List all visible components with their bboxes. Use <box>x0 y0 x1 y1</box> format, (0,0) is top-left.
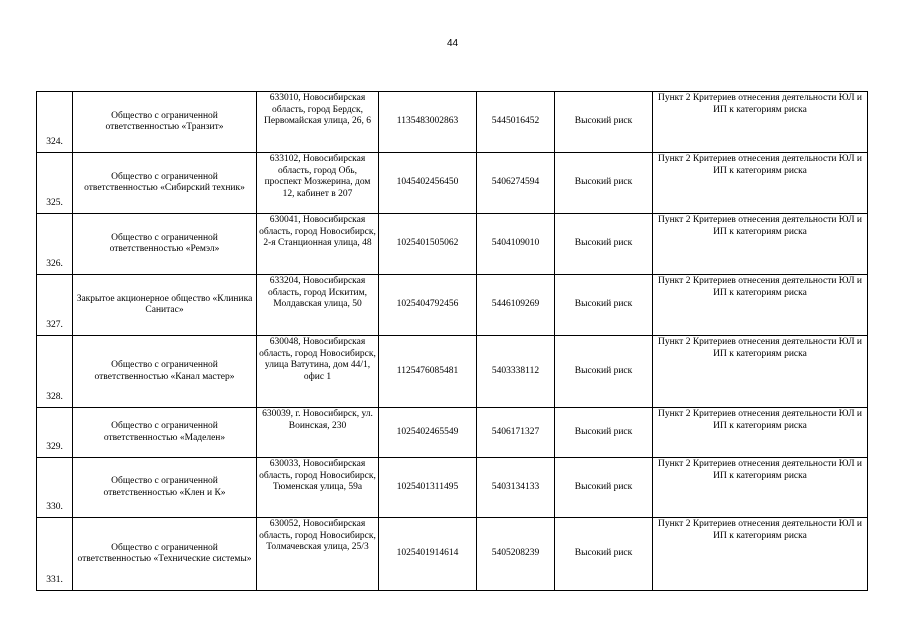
criterion-text: Пункт 2 Критериев отнесения деятельности ЮЛ и ИП к категориям риска <box>653 518 868 591</box>
inn-value: 5406274594 <box>477 153 555 214</box>
risk-category: Высокий риск <box>555 458 653 518</box>
criterion-text: Пункт 2 Критериев отнесения деятельности ЮЛ и ИП к категориям риска <box>653 458 868 518</box>
risk-category: Высокий риск <box>555 408 653 458</box>
row-number: 330. <box>37 458 73 518</box>
risk-category: Высокий риск <box>555 275 653 336</box>
row-number: 329. <box>37 408 73 458</box>
row-number: 325. <box>37 153 73 214</box>
organization-name: Общество с ограниченной ответственностью «Клен и К» <box>73 458 257 518</box>
ogrn-value: 1025401914614 <box>379 518 477 591</box>
inn-value: 5403134133 <box>477 458 555 518</box>
ogrn-value: 1025401311495 <box>379 458 477 518</box>
criterion-text: Пункт 2 Критериев отнесения деятельности ЮЛ и ИП к категориям риска <box>653 275 868 336</box>
table-row <box>37 153 868 214</box>
risk-category: Высокий риск <box>555 153 653 214</box>
organization-name: Общество с ограниченной ответственностью «Канал мастер» <box>73 336 257 408</box>
row-number: 324. <box>37 92 73 153</box>
inn-value: 5403338112 <box>477 336 555 408</box>
organization-name: Закрытое акционерное общество «Клиника Санитас» <box>73 275 257 336</box>
inn-value: 5406171327 <box>477 408 555 458</box>
organization-address: 630033, Новосибирская область, город Новосибирск, Тюменская улица, 59а <box>257 458 379 518</box>
organization-name: Общество с ограниченной ответственностью «Транзит» <box>73 92 257 153</box>
organization-name: Общество с ограниченной ответственностью «Технические системы» <box>73 518 257 591</box>
organization-address: 630039, г. Новосибирск, ул. Воинская, 230 <box>257 408 379 458</box>
organization-name: Общество с ограниченной ответственностью «Ремэл» <box>73 214 257 275</box>
registry-table <box>36 91 868 591</box>
ogrn-value: 1025404792456 <box>379 275 477 336</box>
row-number: 327. <box>37 275 73 336</box>
inn-value: 5405208239 <box>477 518 555 591</box>
organization-name: Общество с ограниченной ответственностью «Сибирский техник» <box>73 153 257 214</box>
inn-value: 5446109269 <box>477 275 555 336</box>
risk-category: Высокий риск <box>555 92 653 153</box>
table-row <box>37 275 868 336</box>
table-row <box>37 408 868 458</box>
organization-name: Общество с ограниченной ответственностью «Маделен» <box>73 408 257 458</box>
row-number: 328. <box>37 336 73 408</box>
organization-address: 633010, Новосибирская область, город Бердск, Первомайская улица, 26, 6 <box>257 92 379 153</box>
table-row <box>37 92 868 153</box>
criterion-text: Пункт 2 Критериев отнесения деятельности ЮЛ и ИП к категориям риска <box>653 408 868 458</box>
organization-address: 630052, Новосибирская область, город Новосибирск, Толмачевская улица, 25/3 <box>257 518 379 591</box>
page-number: 44 <box>446 38 459 49</box>
table-row <box>37 458 868 518</box>
ogrn-value: 1025402465549 <box>379 408 477 458</box>
organization-address: 630048, Новосибирская область, город Новосибирск, улица Ватутина, дом 44/1, офис 1 <box>257 336 379 408</box>
ogrn-value: 1125476085481 <box>379 336 477 408</box>
criterion-text: Пункт 2 Критериев отнесения деятельности ЮЛ и ИП к категориям риска <box>653 336 868 408</box>
risk-category: Высокий риск <box>555 518 653 591</box>
table-row <box>37 518 868 591</box>
criterion-text: Пункт 2 Критериев отнесения деятельности ЮЛ и ИП к категориям риска <box>653 92 868 153</box>
criterion-text: Пункт 2 Критериев отнесения деятельности ЮЛ и ИП к категориям риска <box>653 153 868 214</box>
row-number: 326. <box>37 214 73 275</box>
organization-address: 633204, Новосибирская область, город Искитим, Молдавская улица, 50 <box>257 275 379 336</box>
table-row <box>37 214 868 275</box>
risk-category: Высокий риск <box>555 214 653 275</box>
ogrn-value: 1025401505062 <box>379 214 477 275</box>
risk-category: Высокий риск <box>555 336 653 408</box>
organization-address: 633102, Новосибирская область, город Обь, проспект Мозжерина, дом 12, кабинет в 207 <box>257 153 379 214</box>
table-row <box>37 336 868 408</box>
inn-value: 5404109010 <box>477 214 555 275</box>
organization-address: 630041, Новосибирская область, город Новосибирск, 2-я Станционная улица, 48 <box>257 214 379 275</box>
row-number: 331. <box>37 518 73 591</box>
inn-value: 5445016452 <box>477 92 555 153</box>
criterion-text: Пункт 2 Критериев отнесения деятельности ЮЛ и ИП к категориям риска <box>653 214 868 275</box>
ogrn-value: 1045402456450 <box>379 153 477 214</box>
ogrn-value: 1135483002863 <box>379 92 477 153</box>
